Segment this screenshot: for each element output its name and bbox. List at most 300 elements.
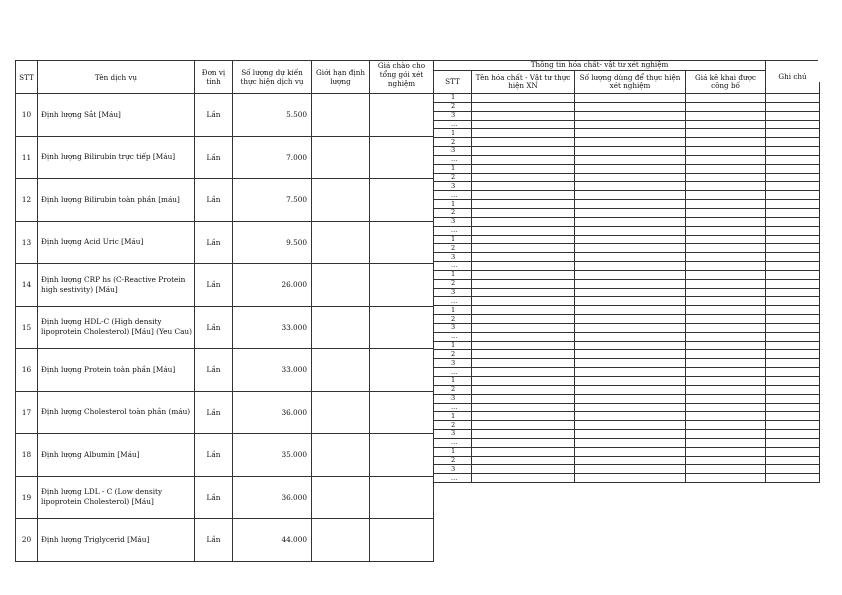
row-stt: 12 — [16, 179, 38, 222]
row-price — [370, 476, 434, 519]
material-row-stt: 2 — [434, 456, 472, 465]
material-row-cell — [472, 226, 575, 235]
header-usage: Số lượng dùng để thực hiện xét nghiệm — [575, 71, 686, 94]
row-quantity: 44.000 — [233, 519, 312, 562]
material-row-cell — [766, 244, 820, 253]
material-row — [434, 447, 820, 456]
row-service-name: Định lượng Protein toàn phần [Máu] — [38, 349, 195, 392]
material-row-cell — [472, 359, 575, 368]
material-row-stt: ... — [434, 191, 472, 200]
material-row — [434, 341, 820, 350]
material-row-cell — [686, 412, 766, 421]
material-row — [434, 421, 820, 430]
material-row-stt: ... — [434, 297, 472, 306]
material-row-cell — [766, 350, 820, 359]
service-row — [16, 349, 434, 392]
material-row-cell — [766, 412, 820, 421]
material-row-stt: 2 — [434, 173, 472, 182]
material-row-cell — [575, 315, 686, 324]
material-row-cell — [472, 217, 575, 226]
material-row-cell — [472, 208, 575, 217]
row-limit — [312, 136, 370, 179]
material-row-cell — [575, 270, 686, 279]
material-row — [434, 94, 820, 103]
service-table-header — [16, 61, 434, 94]
material-row-cell — [766, 377, 820, 386]
material-row-cell — [575, 208, 686, 217]
material-row-cell — [575, 368, 686, 377]
material-row-stt: 2 — [434, 244, 472, 253]
material-row-cell — [575, 447, 686, 456]
material-row-cell — [766, 368, 820, 377]
material-row-cell — [686, 244, 766, 253]
material-row-stt: 1 — [434, 129, 472, 138]
material-row-cell — [686, 279, 766, 288]
material-row-stt: 3 — [434, 359, 472, 368]
material-row-cell — [686, 129, 766, 138]
material-row-stt: 2 — [434, 315, 472, 324]
material-row-stt: 3 — [434, 217, 472, 226]
material-row-stt: ... — [434, 262, 472, 271]
material-row-cell — [686, 138, 766, 147]
row-quantity: 36.000 — [233, 476, 312, 519]
material-row-cell — [472, 465, 575, 474]
material-row-cell — [766, 359, 820, 368]
material-row-cell — [575, 456, 686, 465]
material-row — [434, 377, 820, 386]
material-row-cell — [686, 456, 766, 465]
material-row — [434, 270, 820, 279]
material-row-cell — [472, 430, 575, 439]
material-row-cell — [472, 447, 575, 456]
row-service-name: Định lượng Bilirubin toàn phần [máu] — [38, 179, 195, 222]
row-unit: Lần — [195, 434, 233, 477]
row-unit: Lần — [195, 221, 233, 264]
material-row-cell — [575, 430, 686, 439]
material-row-stt: 3 — [434, 147, 472, 156]
material-row-stt: 1 — [434, 270, 472, 279]
material-row-cell — [472, 377, 575, 386]
row-unit: Lần — [195, 519, 233, 562]
service-row — [16, 476, 434, 519]
material-row — [434, 120, 820, 129]
material-row-cell — [686, 315, 766, 324]
material-row-cell — [575, 377, 686, 386]
material-row-cell — [766, 262, 820, 271]
material-row-stt: 1 — [434, 200, 472, 209]
material-row-stt: 3 — [434, 465, 472, 474]
row-service-name: Định lượng CRP hs (C-Reactive Protein high sestivity) [Máu] — [38, 264, 195, 307]
material-row-stt: ... — [434, 474, 472, 483]
material-row-cell — [686, 403, 766, 412]
material-row-cell — [766, 102, 820, 111]
material-row-cell — [686, 430, 766, 439]
material-row-cell — [686, 341, 766, 350]
material-row-cell — [686, 438, 766, 447]
material-row-cell — [766, 403, 820, 412]
row-unit: Lần — [195, 349, 233, 392]
material-row-cell — [766, 120, 820, 129]
material-row-cell — [686, 173, 766, 182]
header-declared-price: Giá kê khai được công bố — [686, 71, 766, 94]
material-row-stt: ... — [434, 226, 472, 235]
material-row — [434, 359, 820, 368]
row-price — [370, 136, 434, 179]
row-service-name: Định lượng Triglycerid [Máu] — [38, 519, 195, 562]
material-row-cell — [766, 465, 820, 474]
row-stt: 10 — [16, 94, 38, 137]
material-row-cell — [472, 244, 575, 253]
material-row-cell — [686, 147, 766, 156]
material-row-cell — [686, 191, 766, 200]
material-row — [434, 182, 820, 191]
row-quantity: 35.000 — [233, 434, 312, 477]
material-row — [434, 430, 820, 439]
row-service-name: Định lượng LDL - C (Low density lipoprotein Cholesterol) [Máu] — [38, 476, 195, 519]
material-row-cell — [472, 306, 575, 315]
material-row-cell — [472, 147, 575, 156]
row-quantity: 5.500 — [233, 94, 312, 137]
material-row-stt: 1 — [434, 306, 472, 315]
material-row-cell — [575, 253, 686, 262]
header-limit: Giới hạn định lượng — [312, 61, 370, 94]
material-row-cell — [686, 253, 766, 262]
material-row-cell — [575, 262, 686, 271]
row-unit: Lần — [195, 94, 233, 137]
row-unit: Lần — [195, 391, 233, 434]
material-row-cell — [472, 111, 575, 120]
row-service-name: Định lượng Sắt [Máu] — [38, 94, 195, 137]
material-row-cell — [766, 226, 820, 235]
material-row-cell — [686, 111, 766, 120]
row-price — [370, 391, 434, 434]
row-quantity: 9.500 — [233, 221, 312, 264]
material-row — [434, 306, 820, 315]
header-material-stt: STT — [434, 71, 472, 94]
material-row-cell — [472, 235, 575, 244]
row-stt: 19 — [16, 476, 38, 519]
material-row — [434, 138, 820, 147]
material-row-cell — [575, 155, 686, 164]
row-limit — [312, 264, 370, 307]
material-row-stt: 2 — [434, 102, 472, 111]
material-row-cell — [766, 217, 820, 226]
material-row-cell — [575, 173, 686, 182]
material-row-cell — [766, 421, 820, 430]
material-row-cell — [766, 288, 820, 297]
service-row — [16, 94, 434, 137]
material-row-cell — [575, 297, 686, 306]
material-row-cell — [766, 191, 820, 200]
row-price — [370, 306, 434, 349]
row-stt: 14 — [16, 264, 38, 307]
service-row — [16, 391, 434, 434]
material-row-cell — [686, 217, 766, 226]
material-row-cell — [575, 217, 686, 226]
material-row-cell — [575, 341, 686, 350]
material-row-stt: 1 — [434, 164, 472, 173]
material-row-stt: 1 — [434, 447, 472, 456]
material-row-cell — [766, 253, 820, 262]
material-row-cell — [766, 129, 820, 138]
material-row-cell — [766, 456, 820, 465]
material-row-cell — [686, 226, 766, 235]
material-row — [434, 385, 820, 394]
material-row-cell — [472, 438, 575, 447]
row-limit — [312, 94, 370, 137]
row-service-name: Định lượng Cholesterol toàn phần (máu) — [38, 391, 195, 434]
material-row-cell — [686, 394, 766, 403]
header-price: Giá chào cho tổng gói xét nghiệm — [370, 61, 434, 94]
material-row-stt: 1 — [434, 412, 472, 421]
row-quantity: 33.000 — [233, 349, 312, 392]
material-row-stt: 1 — [434, 341, 472, 350]
material-row-cell — [472, 368, 575, 377]
material-row — [434, 279, 820, 288]
header-service-name: Tên dịch vụ — [38, 61, 195, 94]
material-row — [434, 403, 820, 412]
material-row-cell — [686, 350, 766, 359]
material-row-cell — [766, 332, 820, 341]
row-limit — [312, 221, 370, 264]
material-row-cell — [686, 200, 766, 209]
material-row-cell — [686, 208, 766, 217]
material-row-cell — [766, 297, 820, 306]
row-limit — [312, 476, 370, 519]
service-row — [16, 179, 434, 222]
material-row-cell — [472, 394, 575, 403]
material-row-stt: 1 — [434, 235, 472, 244]
row-limit — [312, 391, 370, 434]
material-row-cell — [575, 94, 686, 103]
header-unit: Đơn vị tính — [195, 61, 233, 94]
material-row — [434, 465, 820, 474]
material-row-stt: 2 — [434, 421, 472, 430]
row-unit: Lần — [195, 136, 233, 179]
material-row-cell — [472, 288, 575, 297]
material-row — [434, 288, 820, 297]
header-stt: STT — [16, 61, 38, 94]
material-row-cell — [575, 323, 686, 332]
material-row — [434, 200, 820, 209]
material-row-cell — [686, 465, 766, 474]
material-row-stt: 2 — [434, 350, 472, 359]
material-row-cell — [575, 385, 686, 394]
material-row-cell — [472, 120, 575, 129]
material-row-cell — [686, 332, 766, 341]
material-row-cell — [575, 394, 686, 403]
material-row-cell — [575, 465, 686, 474]
material-row-cell — [766, 138, 820, 147]
material-row-cell — [766, 279, 820, 288]
service-table — [15, 60, 434, 562]
material-row-stt: ... — [434, 368, 472, 377]
material-row-cell — [575, 147, 686, 156]
material-row-cell — [472, 94, 575, 103]
material-row-cell — [686, 155, 766, 164]
material-row — [434, 173, 820, 182]
material-row-cell — [686, 359, 766, 368]
material-row — [434, 244, 820, 253]
material-row-cell — [575, 226, 686, 235]
material-row — [434, 253, 820, 262]
material-row-cell — [686, 102, 766, 111]
material-row-cell — [575, 288, 686, 297]
row-price — [370, 434, 434, 477]
material-row-cell — [575, 120, 686, 129]
material-row-stt: ... — [434, 155, 472, 164]
material-row-cell — [472, 403, 575, 412]
material-row — [434, 164, 820, 173]
material-row-stt: ... — [434, 120, 472, 129]
material-row-cell — [686, 164, 766, 173]
material-row-stt: 2 — [434, 385, 472, 394]
material-row — [434, 262, 820, 271]
material-row-cell — [472, 129, 575, 138]
material-row-cell — [575, 244, 686, 253]
row-stt: 16 — [16, 349, 38, 392]
header-note: Ghi chú — [766, 61, 820, 94]
row-unit: Lần — [195, 179, 233, 222]
material-row — [434, 323, 820, 332]
material-row-cell — [766, 164, 820, 173]
material-row — [434, 191, 820, 200]
row-stt: 13 — [16, 221, 38, 264]
material-row-cell — [686, 421, 766, 430]
row-limit — [312, 349, 370, 392]
material-row-stt: ... — [434, 438, 472, 447]
row-price — [370, 264, 434, 307]
material-row-cell — [472, 138, 575, 147]
materials-group-header: Thông tin hóa chất- vật tư xét nghiệm — [434, 61, 766, 71]
material-row-cell — [766, 182, 820, 191]
material-row-cell — [472, 173, 575, 182]
material-row-stt: ... — [434, 403, 472, 412]
material-row-cell — [686, 306, 766, 315]
material-row-cell — [686, 368, 766, 377]
material-row — [434, 297, 820, 306]
material-row-cell — [575, 279, 686, 288]
material-row-cell — [472, 262, 575, 271]
material-row-cell — [575, 235, 686, 244]
material-row-cell — [766, 438, 820, 447]
material-row — [434, 147, 820, 156]
material-row-stt: 3 — [434, 394, 472, 403]
material-row-cell — [575, 138, 686, 147]
material-row-cell — [766, 208, 820, 217]
material-row-cell — [766, 111, 820, 120]
service-row — [16, 136, 434, 179]
material-row — [434, 226, 820, 235]
material-row — [434, 412, 820, 421]
material-row-cell — [472, 350, 575, 359]
row-stt: 17 — [16, 391, 38, 434]
material-row-cell — [472, 412, 575, 421]
row-quantity: 7.000 — [233, 136, 312, 179]
material-row-cell — [686, 270, 766, 279]
material-row — [434, 102, 820, 111]
material-row — [434, 217, 820, 226]
row-service-name: Định lượng Acid Uric [Máu] — [38, 221, 195, 264]
material-row-cell — [766, 385, 820, 394]
material-row-cell — [575, 332, 686, 341]
material-row-cell — [575, 412, 686, 421]
material-row-cell — [766, 173, 820, 182]
service-row — [16, 306, 434, 349]
material-row — [434, 155, 820, 164]
material-row-stt: 3 — [434, 430, 472, 439]
material-row-stt: 3 — [434, 323, 472, 332]
material-row-cell — [686, 94, 766, 103]
row-quantity: 33.000 — [233, 306, 312, 349]
material-row-cell — [472, 456, 575, 465]
row-service-name: Định lượng HDL-C (High density lipoprotein Cholesterol) [Máu] (Yeu Cau) — [38, 306, 195, 349]
material-row-stt: ... — [434, 332, 472, 341]
material-row-cell — [472, 385, 575, 394]
material-row-cell — [686, 447, 766, 456]
material-row — [434, 474, 820, 483]
row-quantity: 7.500 — [233, 179, 312, 222]
material-row — [434, 315, 820, 324]
material-row-stt: 3 — [434, 253, 472, 262]
material-row-cell — [472, 297, 575, 306]
material-row-cell — [686, 377, 766, 386]
material-row-cell — [766, 394, 820, 403]
row-unit: Lần — [195, 306, 233, 349]
material-row-cell — [686, 235, 766, 244]
material-row-cell — [472, 253, 575, 262]
row-stt: 15 — [16, 306, 38, 349]
row-price — [370, 221, 434, 264]
material-row — [434, 129, 820, 138]
material-row-cell — [686, 474, 766, 483]
row-unit: Lần — [195, 264, 233, 307]
material-row-stt: 3 — [434, 111, 472, 120]
material-row-cell — [472, 315, 575, 324]
material-row-cell — [686, 323, 766, 332]
material-row-cell — [472, 191, 575, 200]
material-row — [434, 111, 820, 120]
material-row-cell — [472, 332, 575, 341]
material-row — [434, 438, 820, 447]
row-limit — [312, 519, 370, 562]
material-row-cell — [575, 438, 686, 447]
material-row-cell — [575, 164, 686, 173]
material-row-cell — [472, 323, 575, 332]
material-row-cell — [766, 323, 820, 332]
row-unit: Lần — [195, 476, 233, 519]
material-row — [434, 456, 820, 465]
material-row-cell — [575, 421, 686, 430]
material-row — [434, 350, 820, 359]
service-row — [16, 434, 434, 477]
material-row-cell — [472, 474, 575, 483]
row-service-name: Định lượng Albumin [Máu] — [38, 434, 195, 477]
material-row-stt: 3 — [434, 288, 472, 297]
service-row — [16, 221, 434, 264]
material-row-cell — [472, 421, 575, 430]
row-limit — [312, 179, 370, 222]
material-row-stt: 3 — [434, 182, 472, 191]
material-row-cell — [575, 129, 686, 138]
row-stt: 20 — [16, 519, 38, 562]
materials-table — [433, 60, 820, 483]
material-row-cell — [575, 182, 686, 191]
material-row-cell — [472, 164, 575, 173]
row-quantity: 36.000 — [233, 391, 312, 434]
material-row-stt: 1 — [434, 94, 472, 103]
material-row-cell — [766, 94, 820, 103]
